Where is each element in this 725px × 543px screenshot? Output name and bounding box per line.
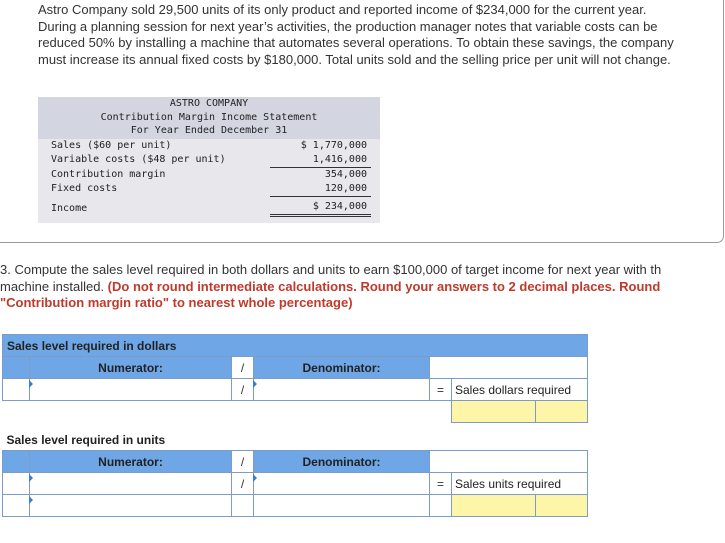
statement-row-label: Variable costs ($48 per unit): [51, 154, 226, 165]
statement-row-label: Sales ($60 per unit): [51, 140, 172, 151]
equals-symbol: =: [430, 379, 452, 401]
numerator-input[interactable]: [30, 473, 232, 495]
dropdown-caret-icon: [253, 380, 257, 388]
numerator-header: Numerator:: [30, 357, 232, 379]
sales-units-answer-extra[interactable]: [536, 495, 588, 517]
statement-double-underline: [270, 214, 371, 215]
row-spacer: [3, 473, 30, 495]
divide-symbol: /: [232, 473, 254, 495]
row-spacer: [430, 495, 452, 517]
question-instructions-cont: "Contribution margin ratio" to nearest whole percentage): [0, 295, 353, 310]
header-spacer: [3, 357, 30, 379]
question-line-2-text: machine installed.: [0, 278, 108, 294]
statement-company: ASTRO COMPANY: [169, 98, 249, 109]
statement-row-value: 1,416,000: [312, 154, 367, 165]
row-spacer: [254, 495, 430, 517]
question-text: [0, 262, 725, 312]
dropdown-caret-icon: [253, 474, 257, 482]
sales-dollars-table: [2, 334, 588, 423]
statement-double-underline: [270, 216, 371, 217]
question-line-1: 3. Compute the sales level required in both dollars and units to earn $100,000 of target income for next year with th: [0, 262, 662, 277]
divide-symbol: /: [232, 451, 254, 473]
question-line-3: [0, 295, 725, 312]
denominator-header: Denominator:: [254, 357, 430, 379]
header-spacer: [3, 451, 30, 473]
divide-symbol: /: [232, 379, 254, 401]
statement-period: For Year Ended December 31: [130, 125, 288, 136]
numerator-header: Numerator:: [30, 451, 232, 473]
statement-row-value: 354,000: [324, 169, 367, 180]
statement-row-label: Contribution margin: [51, 169, 166, 180]
denominator-input[interactable]: [254, 473, 430, 495]
sales-dollars-answer-extra[interactable]: [536, 401, 588, 423]
numerator-input-row2[interactable]: [30, 495, 232, 517]
denominator-input[interactable]: [254, 379, 430, 401]
result-label: Sales dollars required: [452, 379, 588, 401]
statement-underline: [270, 196, 371, 197]
row-spacer: [3, 401, 452, 423]
result-label: Sales units required: [452, 473, 588, 495]
row-spacer: [3, 495, 30, 517]
statement-row-value: $ 1,770,000: [300, 140, 367, 151]
statement-header: [38, 97, 380, 139]
question-instructions: (Do not round intermediate calculations. Round your answers to 2 decimal places. Round: [107, 278, 661, 294]
statement-underline: [270, 167, 371, 168]
dropdown-caret-icon: [29, 380, 33, 388]
divide-symbol: /: [232, 357, 254, 379]
sales-dollars-answer[interactable]: [452, 401, 536, 423]
sales-units-answer[interactable]: [452, 495, 536, 517]
header-spacer: [430, 357, 588, 379]
row-spacer: [232, 495, 254, 517]
section-title: Sales level required in dollars: [3, 335, 588, 357]
income-statement: [38, 97, 380, 223]
sales-units-table: [2, 429, 588, 517]
denominator-header: Denominator:: [254, 451, 430, 473]
equals-symbol: =: [430, 473, 452, 495]
dropdown-caret-icon: [29, 474, 33, 482]
statement-row-value: 120,000: [324, 183, 367, 194]
dropdown-caret-icon: [29, 496, 33, 504]
row-spacer: [3, 379, 30, 401]
section-title: Sales level required in units: [6, 432, 166, 447]
header-spacer: [430, 451, 588, 473]
statement-row-label: Income: [51, 203, 88, 214]
statement-title: Contribution Margin Income Statement: [100, 111, 318, 123]
statement-row-value: $ 234,000: [312, 201, 367, 212]
question-line-2: [0, 279, 725, 296]
problem-intro: Astro Company sold 29,500 units of its only product and reported income of $234,000 for the current year. During a planning session for next year’s activities, the production manager notes that variable costs can be reduced 50% by installing a machine that automates several operations. To obtain these savings, the company must increase its annual fixed costs by $180,000. Total units sold and the selling price per unit will not change.: [38, 2, 674, 67]
numerator-input[interactable]: [30, 379, 232, 401]
statement-row-label: Fixed costs: [51, 183, 118, 194]
